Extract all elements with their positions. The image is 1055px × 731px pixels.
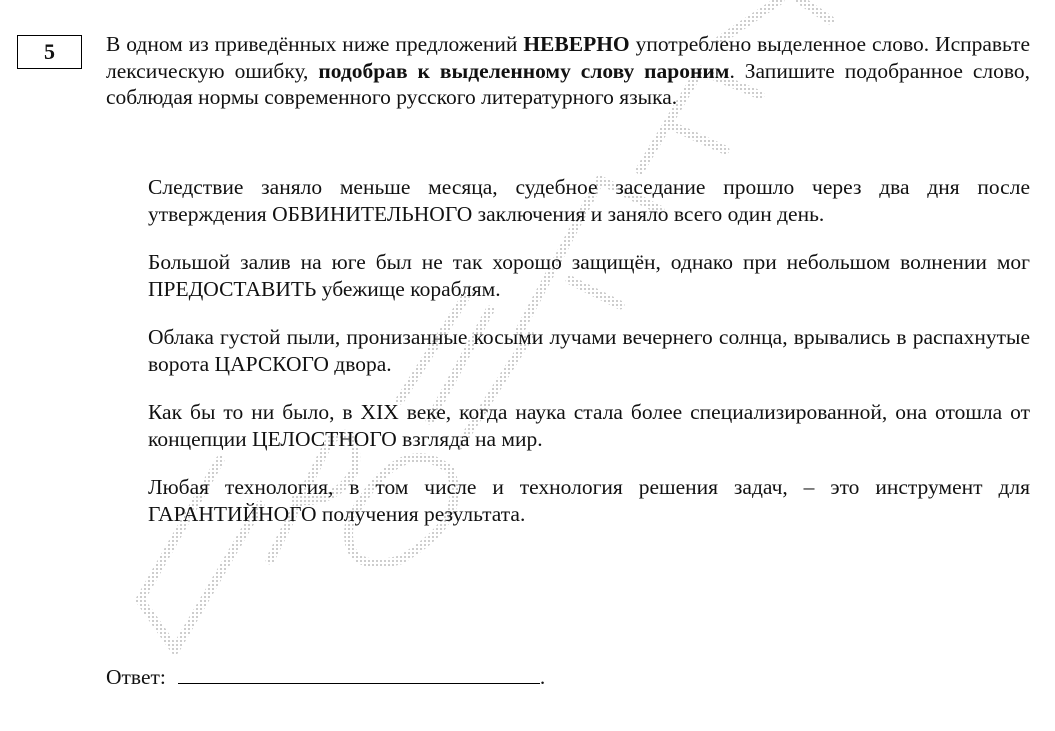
answer-row	[106, 663, 545, 690]
instruction-part-3: . Запишите подобранное слово, соблюдая нормы современного русского литературного языка.	[106, 58, 1030, 109]
sentence-1: Следствие заняло меньше месяца, судебное заседание прошло через два дня после утверждения ОБВИНИТЕЛЬНОГО заключения и заняло всего один день.	[148, 175, 1030, 226]
sentence-2: Большой залив на юге был не так хорошо защищён, однако при небольшом волнении мог ПРЕДОСТАВИТЬ убежище кораблям.	[148, 250, 1030, 301]
task-instruction	[106, 31, 1030, 111]
instruction-emphasis-paronym: подобрав к выделенному слову пароним	[318, 58, 730, 83]
task-instruction-text	[106, 31, 1030, 111]
task-number: 5	[44, 39, 55, 64]
instruction-part-1: В одном из приведённых ниже предложений	[106, 32, 524, 56]
sentence-3: Облака густой пыли, пронизанные косыми лучами вечернего солнца, врывались в распахнутые ворота ЦАРСКОГО двора.	[148, 325, 1030, 376]
instruction-part-2: употреблено выделенное слово. Исправьте лексическую ошибку,	[106, 32, 1030, 83]
answer-input-line[interactable]	[178, 663, 540, 684]
answer-end: .	[539, 665, 546, 689]
sentence-list	[148, 174, 1030, 549]
task-number-box	[17, 35, 82, 69]
answer-label: Ответ:	[106, 665, 166, 689]
sentence-4: Как бы то ни было, в XIX веке, когда наука стала более специализированной, она отошла от концепции ЦЕЛОСТНОГО взгляда на мир.	[148, 400, 1030, 451]
sentence-5: Любая технология, в том числе и технология решения задач, – это инструмент для ГАРАНТИЙНОГО получения результата.	[148, 475, 1030, 526]
instruction-emphasis-neverno: НЕВЕРНО	[523, 32, 630, 56]
